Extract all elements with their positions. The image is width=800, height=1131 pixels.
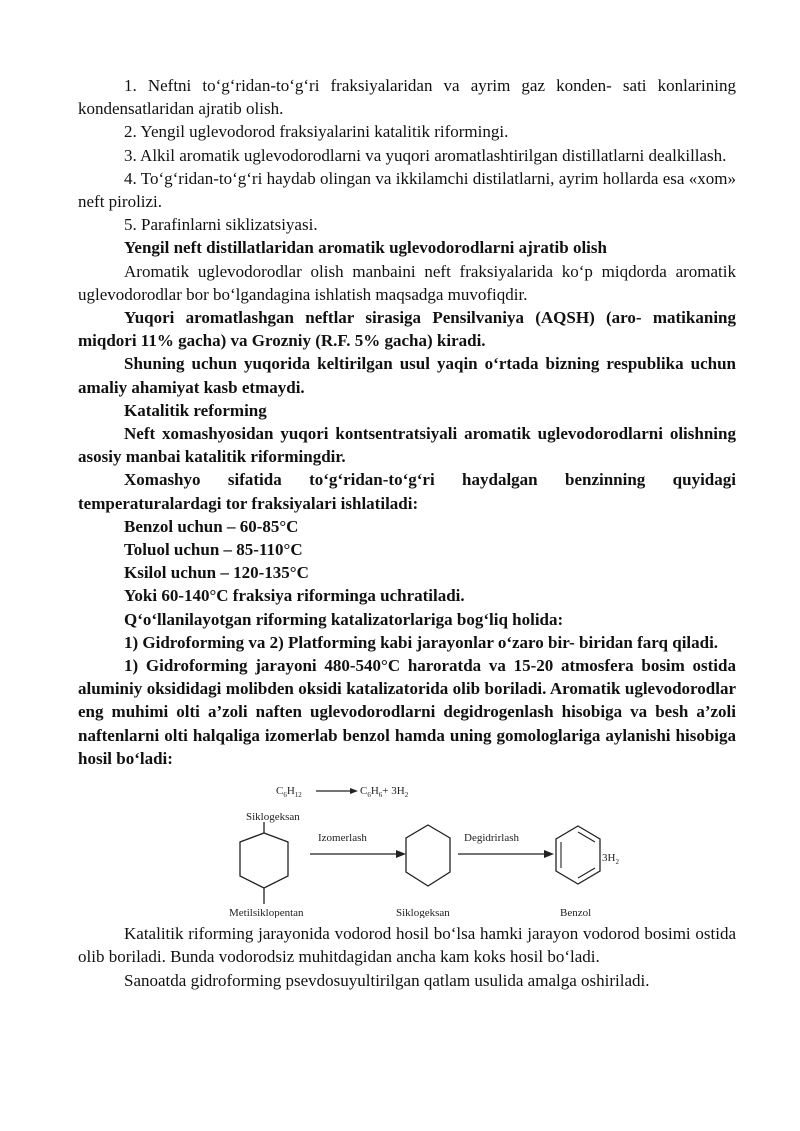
- paragraph: Katalitik riforming jarayonida vodorod hosil bo‘lsa hamki jarayon vodorod bosimi ostida olib boriladi. Bunda vodorodsiz muhitdagidan ancha kam koks hosil bo‘ladi.: [78, 924, 736, 967]
- eq-reactant-text: C: [276, 785, 284, 798]
- paragraph: 4. To‘g‘ridan-to‘g‘ri haydab olingan va ikkilamchi distilatlarni, ayrim hollarda esa «xom» neft pirolizi.: [78, 168, 736, 212]
- section-heading: Katalitik reforming: [124, 400, 267, 420]
- eq-arrow-head: [350, 788, 358, 794]
- paragraph: Yuqori aromatlashgan neftlar sirasiga Pensilvaniya (AQSH) (aro- matikaning miqdori 11% gacha) va Grozniy (R.F. 5% gacha) kiradi.: [78, 308, 736, 351]
- arrow2-head: [544, 850, 554, 858]
- paragraph: Neft xomashyosidan yuqori kontsentratsiyali aromatik uglevodorodlarni olishning asosiy manbai katalitik riformingdir.: [78, 424, 736, 467]
- list-item: Ksilol uchun – 120-135°C: [124, 563, 309, 583]
- pentagon-ring-icon: [240, 833, 288, 888]
- label-3h2: 3H: [602, 852, 616, 865]
- paragraph: 3. Alkil aromatik uglevodorodlarni va yuqori aromatlashtirilgan distillatlarni dealkillash.: [124, 145, 727, 165]
- benzene-ring-icon: [556, 826, 600, 884]
- label-izomerlash: Izomerlash: [318, 832, 367, 845]
- paragraph: Q‘o‘llanilayotgan riforming katalizatorlariga bog‘liq holida:: [124, 609, 564, 629]
- eq-product-text: C: [360, 785, 368, 798]
- eq-reactant-sub: 6: [283, 791, 287, 800]
- paragraph: Xomashyo sifatida to‘g‘ridan-to‘g‘ri haydalgan benzinning quyidagi temperaturalardagi tor fraksiyalari ishlatiladi:: [78, 470, 736, 513]
- text-block-top: [78, 74, 736, 770]
- text-block-bottom: [78, 922, 736, 992]
- label-siklogeksan-bottom: Siklogeksan: [396, 907, 450, 919]
- eq-plus-sub: 2: [404, 791, 409, 800]
- label-3h2-sub: 2: [615, 858, 619, 867]
- label-degidrirlash: Degidrirlash: [464, 832, 519, 845]
- paragraph: 2. Yengil uglevodorod fraksiyalarini katalitik riformingi.: [124, 122, 509, 142]
- label-benzol: Benzol: [560, 907, 592, 919]
- eq-product-sub: 6: [378, 791, 383, 800]
- paragraph: Yoki 60-140°C fraksiya riforminga uchratiladi.: [124, 586, 465, 606]
- eq-product-sub: 6: [367, 791, 371, 800]
- label-metilsiklopentan: Metilsiklopentan: [229, 907, 304, 919]
- benzene-double-bond: [578, 868, 595, 878]
- reaction-scheme: [78, 780, 736, 918]
- paragraph: Sanoatda gidroforming psevdosuyultirilgan qatlam usulida amalga oshiriladi.: [124, 970, 650, 990]
- svg-text:3H2: [602, 852, 619, 866]
- hexagon-ring-icon: [406, 825, 450, 886]
- arrow1-head: [396, 850, 406, 858]
- eq-reactant-sub: 12: [294, 791, 302, 800]
- label-siklogeksan-top: Siklogeksan: [246, 811, 300, 824]
- benzene-double-bond: [578, 832, 595, 842]
- eq-product-h: H: [370, 785, 379, 798]
- list-item: Benzol uchun – 60-85°C: [124, 516, 299, 536]
- paragraph: Aromatik uglevodorodlar olish manbaini neft fraksiyalarida ko‘p miqdorda aromatik uglevodorodlar bor bo‘lgandagina ishlatish maqsadga muvofiqdir.: [78, 261, 736, 304]
- list-item: Toluol uchun – 85-110°C: [124, 540, 303, 560]
- document-page: [78, 74, 736, 992]
- paragraph: 1. Neftni to‘g‘ridan-to‘g‘ri fraksiyalaridan va ayrim gaz konden- sati konlarining kondensatlaridan ajratib olish.: [78, 76, 736, 119]
- paragraph: 1) Gidroforming jarayoni 480-540°C haroratda va 15-20 atmosfera bosim ostida aluminiy oksididagi molibden oksidi katalizatorida olib boriladi. Aromatik uglevodorodlar eng muhimi olti a’zoli naften uglevodorodlarni degidrogenlash hisobiga va besh a’zoli naftenlarni olti halqaliga izomerlab benzol hamda uning gomologlariga aylanishi hisobiga hosil bo‘ladi:: [78, 656, 736, 768]
- svg-text:C6H12: [276, 785, 302, 799]
- svg-text:C6H6+ 3H2: [360, 785, 409, 799]
- reaction-scheme-svg: [78, 780, 736, 918]
- section-heading: Yengil neft distillatlaridan aromatik uglevodorodlarni ajratib olish: [124, 238, 607, 258]
- eq-reactant-h: H: [286, 785, 295, 798]
- paragraph: 5. Parafinlarni siklizatsiyasi.: [124, 215, 318, 235]
- paragraph: 1) Gidroforming va 2) Platforming kabi jarayonlar o‘zaro bir- biridan farq qiladi.: [124, 632, 719, 652]
- paragraph: Shuning uchun yuqorida keltirilgan usul yaqin o‘rtada bizning respublika uchun amaliy ahamiyat kasb etmaydi.: [78, 354, 736, 397]
- eq-plus-text: + 3H: [382, 785, 405, 798]
